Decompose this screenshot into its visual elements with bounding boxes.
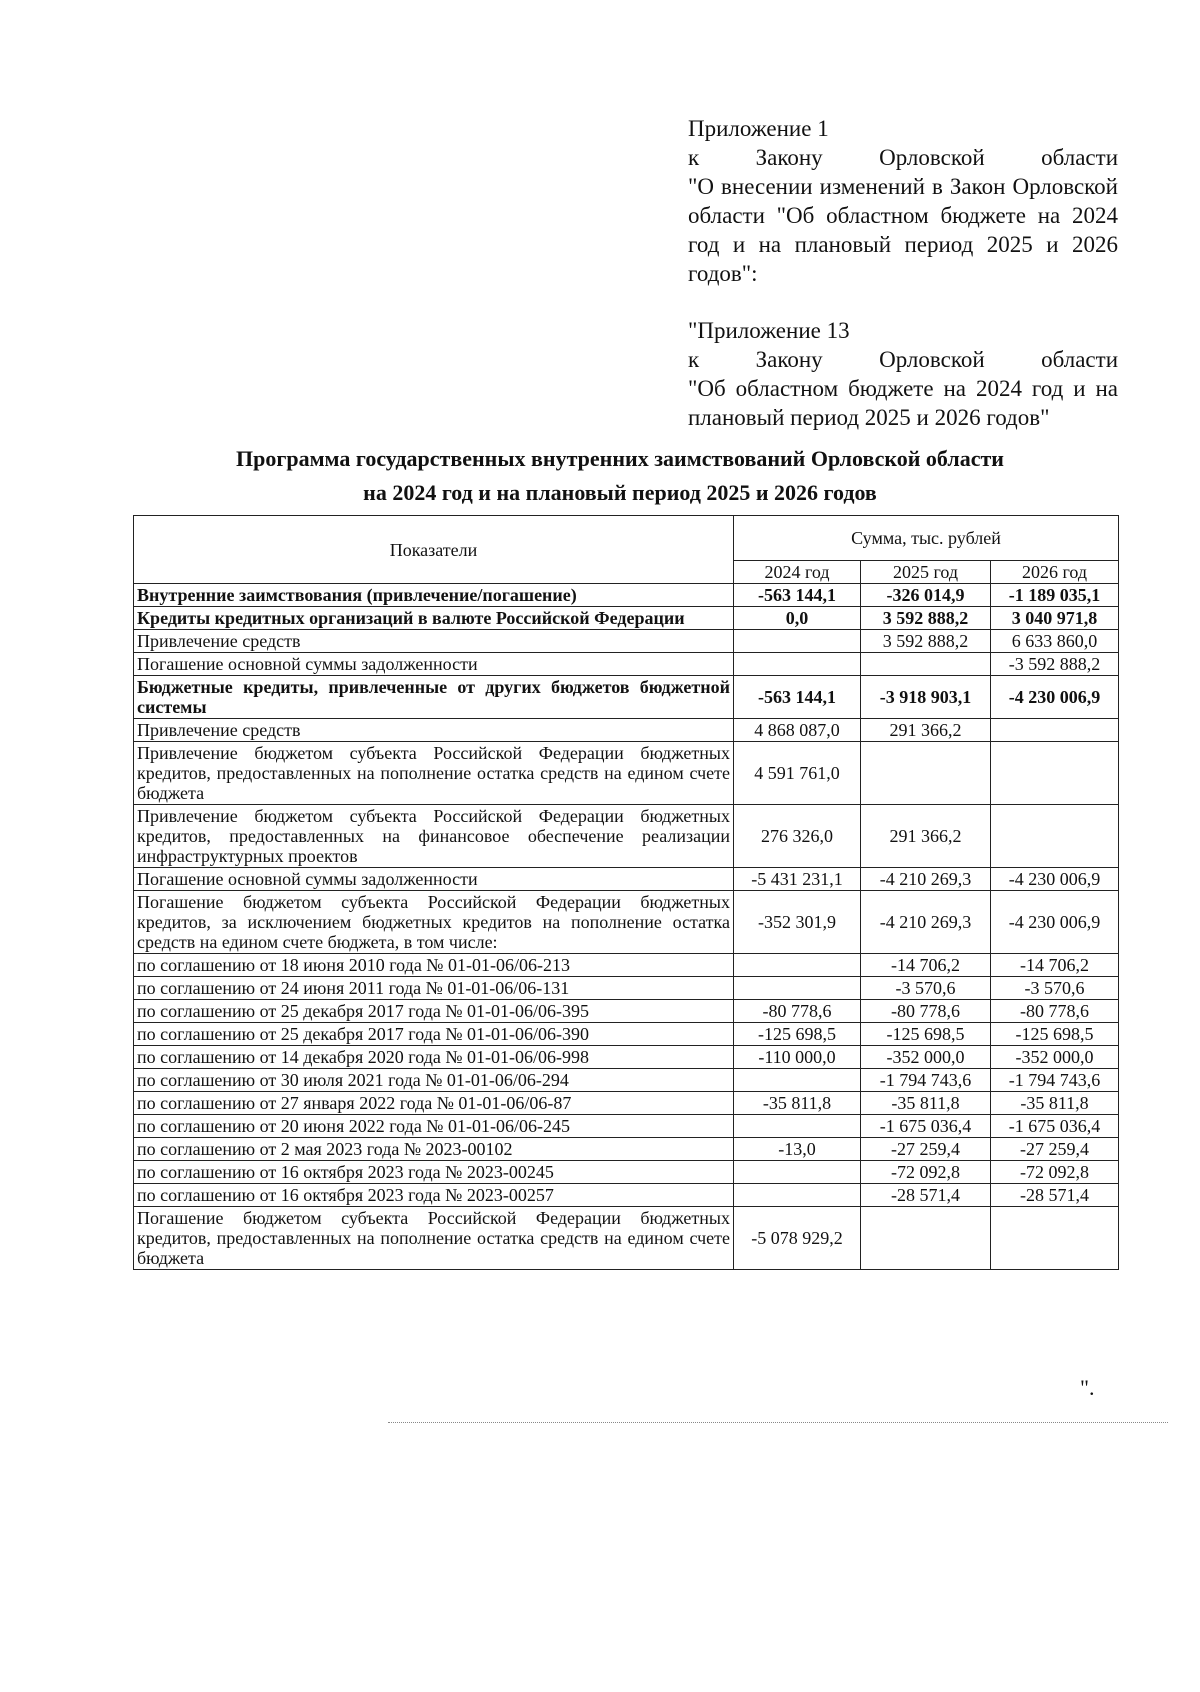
header-sum: Сумма, тыс. рублей [734,516,1119,561]
value-2025: -352 000,0 [861,1046,991,1069]
row-name: по соглашению от 16 октября 2023 года № 2023-00257 [134,1184,734,1207]
value-2025: -3 570,6 [861,977,991,1000]
value-2025: -35 811,8 [861,1092,991,1115]
title-line: Программа государственных внутренних заимствований Орловской области [236,446,1004,471]
value-2026: -28 571,4 [991,1184,1119,1207]
value-2025: 291 366,2 [861,719,991,742]
value-2026: -35 811,8 [991,1092,1119,1115]
row-name: по соглашению от 16 октября 2023 года № 2023-00245 [134,1161,734,1184]
value-2026 [991,1207,1119,1270]
row-name: Привлечение средств [134,719,734,742]
table-row [134,630,1119,653]
value-2026: -3 592 888,2 [991,653,1119,676]
table-row [134,1069,1119,1092]
document-title [120,442,1120,510]
value-2025: -4 210 269,3 [861,868,991,891]
table-row [134,1092,1119,1115]
table-row [134,584,1119,607]
row-name: по соглашению от 27 января 2022 года № 01-01-06/06-87 [134,1092,734,1115]
table-row [134,1023,1119,1046]
value-2026: -27 259,4 [991,1138,1119,1161]
row-name: Погашение бюджетом субъекта Российской Федерации бюджетных кредитов, предоставленных на пополнение остатка средств на едином счете бюджета [134,1207,734,1270]
row-name: Внутренние заимствования (привлечение/погашение) [134,584,734,607]
value-2024 [734,630,861,653]
table-row [134,868,1119,891]
value-2025 [861,742,991,805]
value-2024: 4 868 087,0 [734,719,861,742]
row-name: по соглашению от 24 июня 2011 года № 01-01-06/06-131 [134,977,734,1000]
value-2024: -5 078 929,2 [734,1207,861,1270]
value-2026: -125 698,5 [991,1023,1119,1046]
value-2025: -80 778,6 [861,1000,991,1023]
value-2026: -352 000,0 [991,1046,1119,1069]
value-2025: -1 675 036,4 [861,1115,991,1138]
value-2024 [734,1069,861,1092]
value-2024: 0,0 [734,607,861,630]
table-row [134,719,1119,742]
value-2024: -110 000,0 [734,1046,861,1069]
header-indicator: Показатели [134,516,734,584]
value-2026: -1 189 035,1 [991,584,1119,607]
value-2025: -326 014,9 [861,584,991,607]
table-row [134,805,1119,868]
table-row [134,1161,1119,1184]
value-2026: -4 230 006,9 [991,868,1119,891]
value-2024 [734,1115,861,1138]
value-2026: -14 706,2 [991,954,1119,977]
appendix-line: к Закону Орловской области [688,347,1118,372]
row-name: Погашение основной суммы задолженности [134,868,734,891]
table-row [134,1207,1119,1270]
value-2025 [861,1207,991,1270]
closing-quote: ". [1080,1375,1095,1400]
appendix-block [688,114,1118,432]
value-2024 [734,1161,861,1184]
value-2026: -1 794 743,6 [991,1069,1119,1092]
value-2024: -352 301,9 [734,891,861,954]
title-line: на 2024 год и на плановый период 2025 и 2026 годов [363,480,877,505]
value-2025: -125 698,5 [861,1023,991,1046]
table-row [134,1115,1119,1138]
value-2026: -3 570,6 [991,977,1119,1000]
table-row [134,977,1119,1000]
appendix-line: "Приложение 13 [688,318,850,343]
table-row [134,742,1119,805]
row-name: по соглашению от 25 декабря 2017 года № 01-01-06/06-395 [134,1000,734,1023]
table-row [134,1000,1119,1023]
value-2025: 3 592 888,2 [861,607,991,630]
value-2026 [991,719,1119,742]
row-name: Привлечение средств [134,630,734,653]
value-2024: -5 431 231,1 [734,868,861,891]
row-name: по соглашению от 25 декабря 2017 года № 01-01-06/06-390 [134,1023,734,1046]
value-2025: -72 092,8 [861,1161,991,1184]
row-name: по соглашению от 14 декабря 2020 года № 01-01-06/06-998 [134,1046,734,1069]
row-name: Бюджетные кредиты, привлеченные от других бюджетов бюджетной системы [134,676,734,719]
row-name: Кредиты кредитных организаций в валюте Российской Федерации [134,607,734,630]
row-name: Привлечение бюджетом субъекта Российской Федерации бюджетных кредитов, предоставленных на пополнение остатка средств на едином счете бюджета [134,742,734,805]
row-name: Привлечение бюджетом субъекта Российской Федерации бюджетных кредитов, предоставленных на финансовое обеспечение реализации инфраструктурных проектов [134,805,734,868]
value-2025: 3 592 888,2 [861,630,991,653]
row-name: по соглашению от 2 мая 2023 года № 2023-00102 [134,1138,734,1161]
value-2024: -563 144,1 [734,676,861,719]
table-row [134,676,1119,719]
value-2024 [734,954,861,977]
value-2025 [861,653,991,676]
row-name: по соглашению от 18 июня 2010 года № 01-01-06/06-213 [134,954,734,977]
value-2025: 291 366,2 [861,805,991,868]
row-name: Погашение бюджетом субъекта Российской Федерации бюджетных кредитов, за исключением бюджетных кредитов на пополнение остатка средств на едином счете бюджета, в том числе: [134,891,734,954]
borrowing-table [133,515,1119,1270]
table-row [134,891,1119,954]
value-2026: -4 230 006,9 [991,676,1119,719]
table-body [134,584,1119,1270]
value-2024: -13,0 [734,1138,861,1161]
value-2025: -28 571,4 [861,1184,991,1207]
table-row [134,607,1119,630]
appendix-line: Приложение 1 [688,116,829,141]
value-2025: -27 259,4 [861,1138,991,1161]
value-2024 [734,1184,861,1207]
header-year: 2024 год [734,561,861,584]
value-2024: 276 326,0 [734,805,861,868]
table-row [134,653,1119,676]
row-name: Погашение основной суммы задолженности [134,653,734,676]
value-2024 [734,977,861,1000]
value-2026: -80 778,6 [991,1000,1119,1023]
header-year: 2026 год [991,561,1119,584]
table-row [134,1046,1119,1069]
row-name: по соглашению от 20 июня 2022 года № 01-01-06/06-245 [134,1115,734,1138]
value-2026 [991,742,1119,805]
table-row [134,954,1119,977]
value-2026 [991,805,1119,868]
value-2026: -72 092,8 [991,1161,1119,1184]
divider [388,1422,1168,1423]
table-row [134,1184,1119,1207]
value-2025: -4 210 269,3 [861,891,991,954]
appendix-line: к Закону Орловской области [688,145,1118,170]
value-2026: 6 633 860,0 [991,630,1119,653]
value-2025: -3 918 903,1 [861,676,991,719]
value-2024: 4 591 761,0 [734,742,861,805]
value-2024: -125 698,5 [734,1023,861,1046]
row-name: по соглашению от 30 июля 2021 года № 01-01-06/06-294 [134,1069,734,1092]
table-row [134,1138,1119,1161]
value-2025: -14 706,2 [861,954,991,977]
appendix-line: "О внесении изменений в Закон Орловской области "Об областном бюджете на 2024 год и на плановый период 2025 и 2026 годов": [688,174,1118,286]
value-2024 [734,653,861,676]
value-2024: -35 811,8 [734,1092,861,1115]
value-2026: 3 040 971,8 [991,607,1119,630]
appendix-line: "Об областном бюджете на 2024 год и на плановый период 2025 и 2026 годов" [688,376,1118,430]
value-2026: -1 675 036,4 [991,1115,1119,1138]
header-year: 2025 год [861,561,991,584]
value-2026: -4 230 006,9 [991,891,1119,954]
value-2024: -563 144,1 [734,584,861,607]
value-2024: -80 778,6 [734,1000,861,1023]
value-2025: -1 794 743,6 [861,1069,991,1092]
